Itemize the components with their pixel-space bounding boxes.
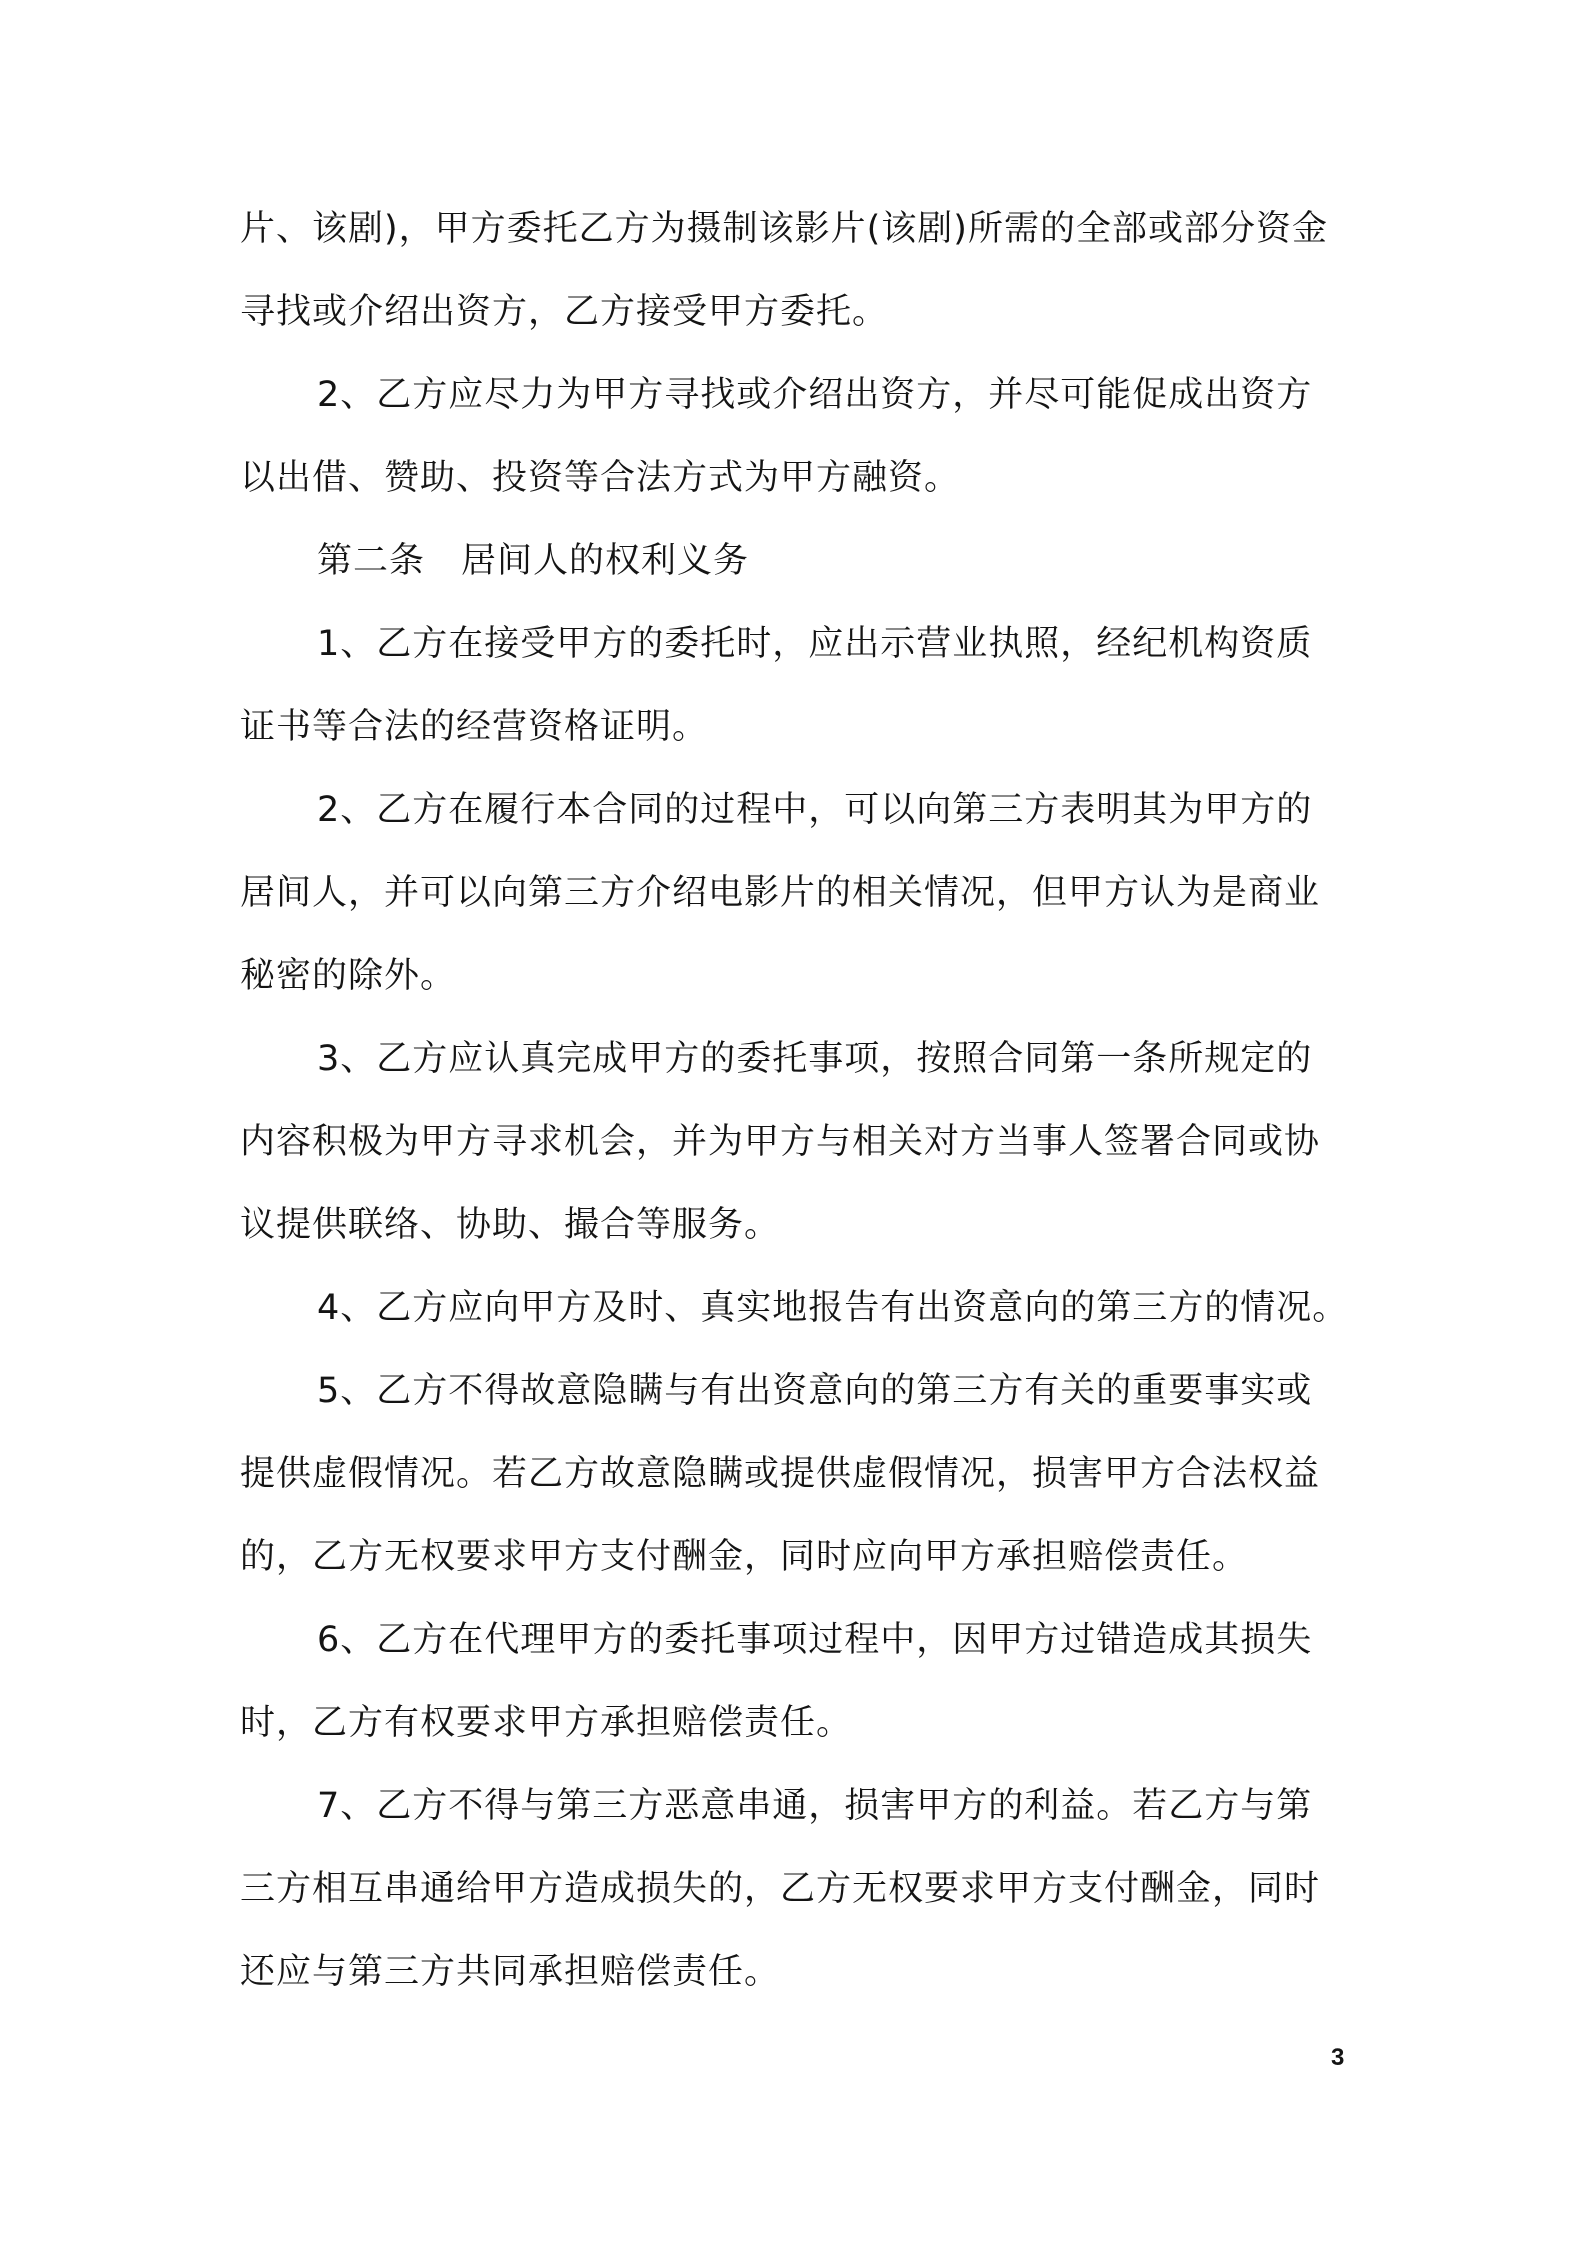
paragraph-line: 还应与第三方共同承担赔偿责任。: [240, 1952, 781, 1992]
paragraph-line: 6、乙方在代理甲方的委托事项过程中，因甲方过错造成其损失: [317, 1620, 1313, 1660]
paragraph-line: 5、乙方不得故意隐瞒与有出资意向的第三方有关的重要事实或: [317, 1371, 1313, 1411]
paragraph-line: 片、该剧)，甲方委托乙方为摄制该影片(该剧)所需的全部或部分资金: [240, 209, 1328, 249]
paragraph-line: 7、乙方不得与第三方恶意串通，损害甲方的利益。若乙方与第: [317, 1786, 1313, 1826]
paragraph-line: 4、乙方应向甲方及时、真实地报告有出资意向的第三方的情况。: [317, 1288, 1349, 1328]
paragraph-line: 议提供联络、协助、撮合等服务。: [240, 1205, 781, 1245]
paragraph-line: 2、乙方应尽力为甲方寻找或介绍出资方，并尽可能促成出资方: [317, 375, 1313, 415]
paragraph-line: 时，乙方有权要求甲方承担赔偿责任。: [240, 1703, 853, 1743]
paragraph-line: 提供虚假情况。若乙方故意隐瞒或提供虚假情况，损害甲方合法权益: [240, 1454, 1321, 1494]
paragraph-line: 2、乙方在履行本合同的过程中，可以向第三方表明其为甲方的: [317, 790, 1313, 830]
paragraph-line: 三方相互串通给甲方造成损失的，乙方无权要求甲方支付酬金，同时: [240, 1869, 1321, 1909]
paragraph-line: 3、乙方应认真完成甲方的委托事项，按照合同第一条所规定的: [317, 1039, 1313, 1079]
paragraph-line: 1、乙方在接受甲方的委托时，应出示营业执照，经纪机构资质: [317, 624, 1313, 664]
paragraph-line: 寻找或介绍出资方，乙方接受甲方委托。: [240, 292, 889, 332]
paragraph-line: 以出借、赞助、投资等合法方式为甲方融资。: [240, 458, 961, 498]
paragraph-line: 秘密的除外。: [240, 956, 457, 996]
paragraph-line: 居间人，并可以向第三方介绍电影片的相关情况，但甲方认为是商业: [240, 873, 1321, 913]
paragraph-line: 内容积极为甲方寻求机会，并为甲方与相关对方当事人签署合同或协: [240, 1122, 1321, 1162]
page-number: 3: [1331, 2044, 1345, 2071]
paragraph-line: 的，乙方无权要求甲方支付酬金，同时应向甲方承担赔偿责任。: [240, 1537, 1249, 1577]
section-heading: 第二条 居间人的权利义务: [317, 541, 750, 581]
paragraph-line: 证书等合法的经营资格证明。: [240, 707, 709, 747]
